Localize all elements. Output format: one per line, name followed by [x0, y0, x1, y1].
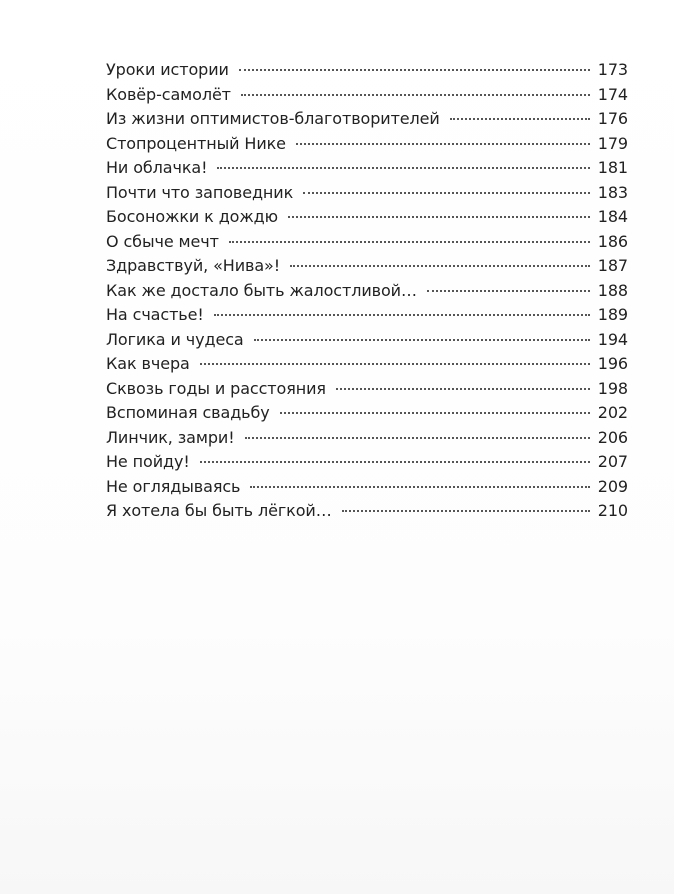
toc-entry [106, 499, 628, 524]
toc-entry [106, 83, 628, 108]
dot-leader [250, 486, 589, 488]
toc-entry [106, 205, 628, 230]
dot-leader [290, 265, 590, 267]
toc-entry-page: 183 [597, 182, 628, 202]
toc-entry-page: 194 [597, 329, 628, 349]
toc-entry-title: Я хотела бы быть лёгкой… [106, 501, 332, 520]
toc-entry-page: 196 [597, 354, 628, 373]
toc-entry [106, 132, 628, 157]
toc-entry [106, 279, 628, 304]
toc-entry [106, 426, 628, 451]
toc-entry-page: 179 [597, 133, 628, 153]
dot-leader [245, 437, 590, 439]
toc-entry-page: 207 [597, 452, 628, 471]
dot-leader [214, 314, 590, 316]
toc-entry-page: 174 [597, 84, 628, 104]
toc-entry-title: Ковёр-самолёт [106, 84, 231, 104]
toc-entry-title: Линчик, замри! [106, 427, 235, 447]
toc-entry-title: Не пойду! [106, 452, 190, 471]
dot-leader [217, 167, 589, 169]
toc-entry-title: Ни облачка! [106, 158, 208, 177]
toc-entry [106, 475, 628, 500]
dot-leader [280, 412, 590, 414]
toc-entry-title: Как же достало быть жалостливой… [106, 280, 417, 300]
dot-leader [303, 192, 590, 194]
toc-entry-title: Не оглядываясь [106, 476, 241, 496]
dot-leader [254, 339, 590, 341]
toc-entry [106, 181, 628, 206]
toc-entry-page: 188 [597, 280, 628, 300]
toc-entry-page: 210 [597, 501, 628, 520]
dot-leader [229, 241, 590, 243]
dot-leader [239, 69, 590, 71]
toc-entry [106, 377, 628, 402]
dot-leader [288, 216, 590, 218]
toc-entry-page: 184 [597, 207, 628, 226]
toc-entry-page: 181 [597, 158, 628, 177]
dot-leader [296, 143, 590, 145]
toc-entry [106, 58, 628, 83]
dot-leader [450, 118, 590, 120]
dot-leader [200, 363, 590, 365]
toc-entry-title: Из жизни оптимистов-благотворителей [106, 109, 440, 128]
toc-entry-page: 173 [597, 60, 628, 79]
toc-entry [106, 450, 628, 475]
toc-entry [106, 303, 628, 328]
dot-leader [200, 461, 590, 463]
toc-entry-page: 187 [597, 256, 628, 275]
toc-entry [106, 230, 628, 255]
toc-entry [106, 401, 628, 426]
toc-entry [106, 352, 628, 377]
dot-leader [336, 388, 590, 390]
toc-entry-title: Босоножки к дождю [106, 207, 279, 226]
toc-entry [106, 107, 628, 132]
toc-entry-title: Уроки истории [106, 60, 229, 79]
toc-entry-title: Здравствуй, «Нива»! [106, 256, 281, 275]
toc-entry-page: 202 [597, 403, 628, 422]
toc-entry-page: 186 [597, 231, 628, 251]
toc-entry-title: Логика и чудеса [106, 329, 244, 349]
toc-entry-page: 176 [597, 109, 628, 128]
toc-entry-title: Сквозь годы и расстояния [106, 378, 326, 398]
dot-leader [427, 290, 590, 292]
toc-entry [106, 254, 628, 279]
toc-entry-title: Почти что заповедник [106, 182, 294, 202]
toc-entry-title: Стопроцентный Нике [106, 133, 286, 153]
toc-entry [106, 328, 628, 353]
toc-entry [106, 156, 628, 181]
toc-entry-title: Как вчера [106, 354, 190, 373]
table-of-contents [106, 58, 628, 524]
toc-entry-page: 198 [597, 378, 628, 398]
toc-entry-page: 209 [597, 476, 628, 496]
toc-entry-page: 189 [597, 305, 628, 324]
toc-entry-page: 206 [597, 427, 628, 447]
toc-entry-title: О сбыче мечт [106, 231, 219, 251]
toc-entry-title: Вспоминая свадьбу [106, 403, 270, 422]
dot-leader [342, 510, 590, 512]
dot-leader [241, 94, 590, 96]
toc-entry-title: На счастье! [106, 305, 204, 324]
